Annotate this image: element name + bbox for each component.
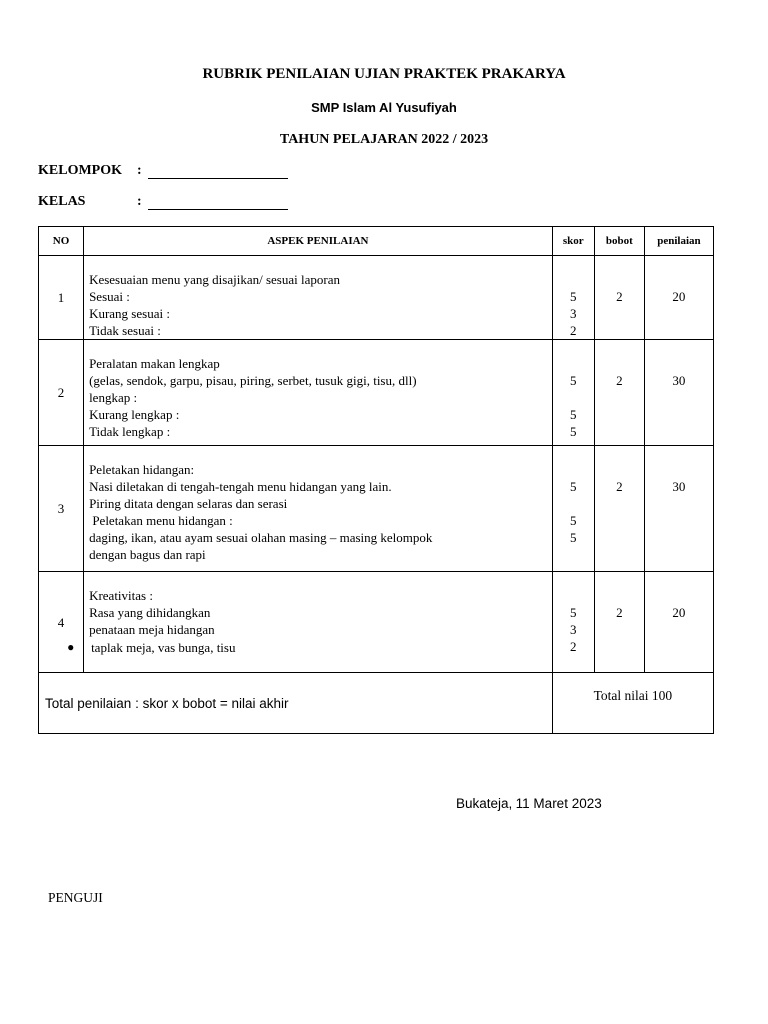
rubric-table bbox=[38, 226, 714, 734]
penilaian-cell bbox=[644, 572, 713, 673]
penilaian-value: 20 bbox=[672, 605, 686, 620]
penilaian-cell bbox=[644, 446, 713, 572]
row-number: 2 bbox=[39, 340, 84, 446]
bobot-cell bbox=[594, 446, 644, 572]
bobot-cell bbox=[594, 572, 644, 673]
penguji-label: PENGUJI bbox=[48, 890, 103, 905]
row-number: 3 bbox=[39, 446, 84, 572]
aspek-line: dengan bagus dan rapi bbox=[89, 547, 206, 562]
table-row bbox=[39, 256, 714, 340]
skor-value: 5 bbox=[570, 479, 577, 494]
aspek-cell bbox=[84, 446, 553, 572]
penilaian-value: 20 bbox=[672, 289, 686, 304]
aspek-line: Tidak sesuai : bbox=[89, 323, 161, 338]
penilaian-value: 30 bbox=[672, 479, 686, 494]
place: Bukateja, bbox=[456, 796, 513, 811]
table-row bbox=[39, 572, 714, 673]
aspek-line: Kesesuaian menu yang disajikan/ sesuai laporan bbox=[89, 272, 340, 287]
skor-value: 2 bbox=[570, 323, 577, 338]
penilaian-cell bbox=[644, 340, 713, 446]
academic-year: TAHUN PELAJARAN 2022 / 2023 bbox=[279, 132, 489, 147]
aspek-line: Peletakan hidangan: bbox=[89, 462, 195, 477]
skor-value: 5 bbox=[570, 407, 577, 422]
skor-value: 3 bbox=[570, 306, 577, 321]
kelas-blank-line bbox=[148, 209, 288, 210]
bobot-value: 2 bbox=[616, 373, 623, 388]
total-formula: Total penilaian : skor x bobot = nilai akhir bbox=[39, 673, 553, 734]
skor-value: 5 bbox=[570, 424, 577, 439]
aspek-line: Peletakan menu hidangan : bbox=[89, 513, 233, 528]
aspek-cell bbox=[84, 256, 553, 340]
aspek-bullet-line bbox=[67, 639, 552, 656]
kelas-separator: : bbox=[137, 194, 142, 209]
header-bobot: bobot bbox=[594, 227, 644, 256]
skor-value: 5 bbox=[570, 530, 577, 545]
place-date bbox=[456, 796, 602, 812]
penilaian-value: 30 bbox=[672, 373, 686, 388]
skor-value: 5 bbox=[570, 373, 577, 388]
aspek-line: Kurang sesuai : bbox=[89, 306, 170, 321]
kelompok-label: KELOMPOK bbox=[38, 163, 122, 178]
bullet-icon: ● bbox=[67, 640, 75, 654]
aspek-line: lengkap : bbox=[89, 390, 138, 405]
date: 11 Maret 2023 bbox=[515, 796, 602, 811]
document-title: RUBRIK PENILAIAN UJIAN PRAKTEK PRAKARYA bbox=[202, 66, 566, 82]
header-no: NO bbox=[39, 227, 84, 256]
bobot-value: 2 bbox=[616, 605, 623, 620]
total-row bbox=[39, 673, 714, 734]
kelompok-blank-line bbox=[148, 178, 288, 179]
aspek-line: Sesuai : bbox=[89, 289, 130, 304]
skor-value bbox=[553, 389, 594, 406]
school-name: SMP Islam Al Yusufiyah bbox=[311, 100, 457, 115]
aspek-line: penataan meja hidangan bbox=[89, 622, 215, 637]
table-header-row bbox=[39, 227, 714, 256]
total-nilai: Total nilai 100 bbox=[552, 673, 713, 734]
aspek-line: Kurang lengkap : bbox=[89, 407, 180, 422]
skor-cell bbox=[552, 446, 594, 572]
aspek-line: Rasa yang dihidangkan bbox=[89, 605, 211, 620]
skor-cell bbox=[552, 340, 594, 446]
aspek-line: Kreativitas : bbox=[89, 588, 153, 603]
table-row bbox=[39, 446, 714, 572]
skor-cell bbox=[552, 256, 594, 340]
header-skor: skor bbox=[552, 227, 594, 256]
row-number: 4 bbox=[39, 572, 84, 673]
skor-value: 3 bbox=[570, 622, 577, 637]
bobot-value: 2 bbox=[616, 289, 623, 304]
kelas-label: KELAS bbox=[38, 194, 86, 209]
aspek-line: Nasi diletakan di tengah-tengah menu hidangan yang lain. bbox=[89, 479, 392, 494]
skor-cell bbox=[552, 572, 594, 673]
kelompok-separator: : bbox=[137, 163, 142, 178]
aspek-line: (gelas, sendok, garpu, pisau, piring, serbet, tusuk gigi, tisu, dll) bbox=[89, 373, 417, 388]
skor-value: 5 bbox=[570, 289, 577, 304]
bobot-value: 2 bbox=[616, 479, 623, 494]
skor-value: 2 bbox=[570, 639, 577, 654]
table-row bbox=[39, 340, 714, 446]
aspek-line: Piring ditata dengan selaras dan serasi bbox=[89, 496, 288, 511]
skor-value: 5 bbox=[570, 513, 577, 528]
skor-value bbox=[553, 495, 594, 512]
aspek-line: Tidak lengkap : bbox=[89, 424, 171, 439]
header-aspek: ASPEK PENILAIAN bbox=[84, 227, 553, 256]
aspek-cell bbox=[67, 572, 553, 673]
aspek-cell bbox=[84, 340, 553, 446]
aspek-line: daging, ikan, atau ayam sesuai olahan masing – masing kelompok bbox=[89, 530, 433, 545]
aspek-line: Peralatan makan lengkap bbox=[89, 356, 220, 371]
penilaian-cell bbox=[644, 256, 713, 340]
bobot-cell bbox=[594, 340, 644, 446]
aspek-bullet-text: taplak meja, vas bunga, tisu bbox=[91, 640, 236, 655]
skor-value: 5 bbox=[570, 605, 577, 620]
row-number: 1 bbox=[39, 256, 84, 340]
header-penilaian: penilaian bbox=[644, 227, 713, 256]
bobot-cell bbox=[594, 256, 644, 340]
